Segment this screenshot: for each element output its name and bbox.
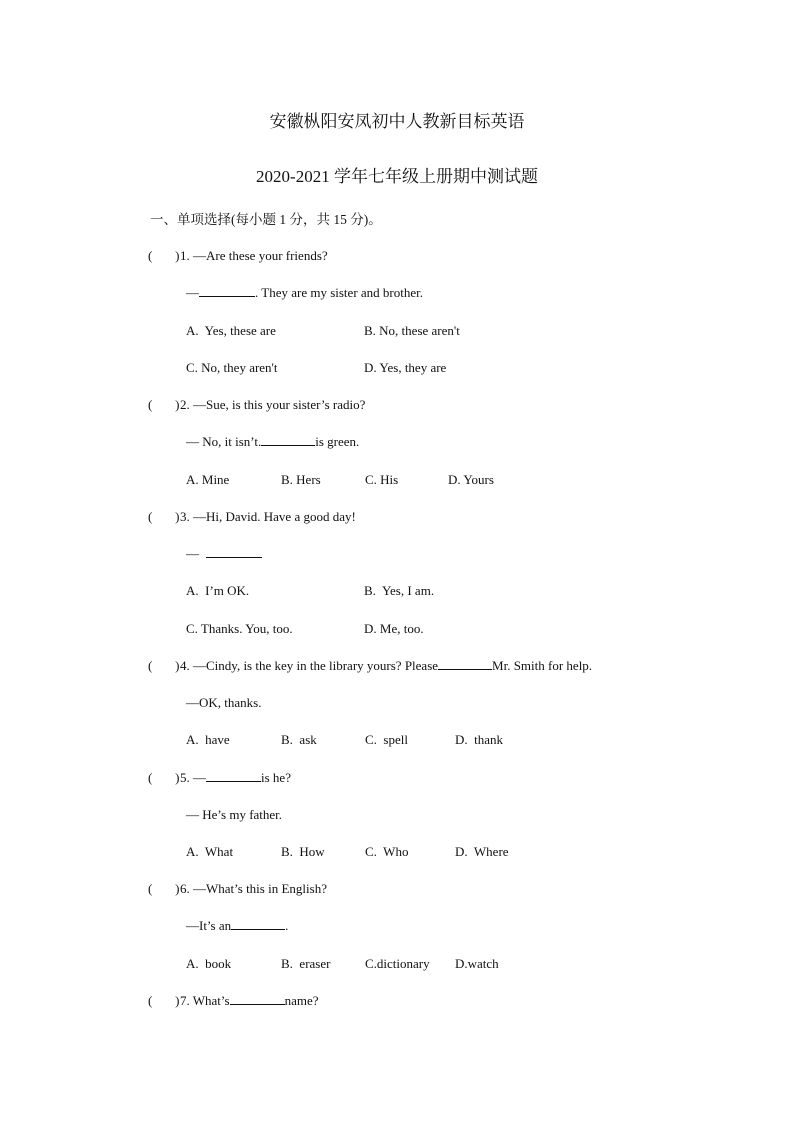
option-d: D. Where	[455, 844, 509, 859]
question-6: ( )6. —What’s this in English?	[148, 881, 327, 896]
question-2: ( )2. —Sue, is this your sister’s radio?	[148, 397, 366, 412]
option-d: D. Yours	[448, 472, 494, 487]
option-a: A. have	[186, 732, 230, 747]
document-subtitle: 2020-2021 学年七年级上册期中测试题	[256, 167, 538, 186]
answer-paren: ( )	[148, 248, 180, 263]
option-a: A. Mine	[186, 472, 230, 487]
answer-paren: ( )	[148, 509, 180, 524]
blank-line	[206, 546, 262, 558]
option-a: A. What	[186, 844, 234, 859]
question-4: ( )4. —Cindy, is the key in the library yours? Please Mr. Smith for help.	[148, 658, 593, 673]
option-a: A. Yes, these are	[186, 323, 276, 338]
document-title: 安徽枞阳安凤初中人教新目标英语	[269, 112, 525, 131]
option-d: D. Me, too.	[364, 621, 424, 636]
option-d: D.watch	[455, 956, 499, 971]
option-d: D. Yes, they are	[364, 360, 447, 375]
option-c: C.dictionary	[365, 956, 430, 971]
blank-line	[206, 770, 261, 782]
question-7: ( )7. What’s name?	[148, 993, 319, 1008]
answer-paren: ( )	[148, 881, 180, 896]
answer-paren: ( )	[148, 658, 180, 673]
question-3: ( )3. —Hi, David. Have a good day!	[148, 509, 356, 524]
option-c: C. Who	[365, 844, 409, 859]
option-b: B. Hers	[281, 472, 321, 487]
question-1-answer-line: — . They are my sister and brother.	[186, 285, 423, 300]
question-4-answer-line: —OK, thanks.	[186, 695, 262, 710]
answer-paren: ( )	[148, 770, 180, 785]
option-c: C. No, they aren't	[186, 360, 278, 375]
question-2-answer-line: — No, it isn’t. is green.	[186, 434, 360, 449]
question-6-answer-line: —It’s an .	[186, 918, 289, 933]
blank-line	[261, 434, 315, 446]
question-1: ( )1. —Are these your friends?	[148, 248, 328, 263]
question-5: ( )5. — is he?	[148, 770, 291, 785]
option-d: D. thank	[455, 732, 504, 747]
question-5-answer-line: — He’s my father.	[186, 807, 283, 822]
option-b: B. No, these aren't	[364, 323, 460, 338]
option-b: B. How	[281, 844, 325, 859]
blank-line	[230, 993, 285, 1005]
option-c: C. His	[365, 472, 399, 487]
option-b: B. ask	[281, 732, 317, 747]
blank-line	[438, 658, 492, 670]
option-b: B. Yes, I am.	[364, 583, 435, 598]
answer-paren: ( )	[148, 993, 180, 1008]
section-heading: 一、单项选择(每小题 1 分，共 15 分)。	[150, 212, 382, 227]
option-a: A. I’m OK.	[186, 583, 250, 598]
blank-line	[231, 918, 285, 930]
option-c: C. Thanks. You, too.	[186, 621, 293, 636]
question-3-answer-line: —	[186, 546, 262, 562]
blank-line	[199, 285, 255, 297]
option-c: C. spell	[365, 732, 408, 747]
option-a: A. book	[186, 956, 232, 971]
answer-paren: ( )	[148, 397, 180, 412]
option-b: B. eraser	[281, 956, 331, 971]
